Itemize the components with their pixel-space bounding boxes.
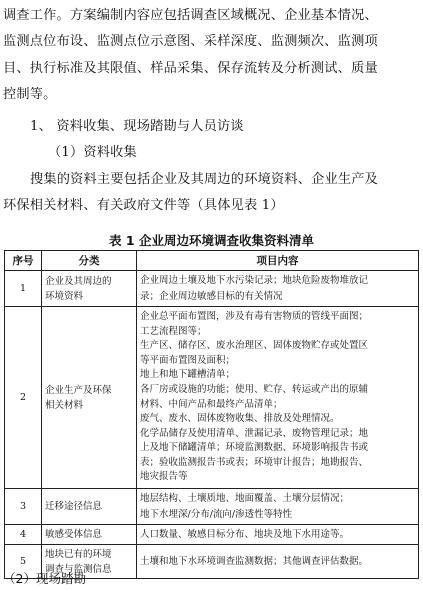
- materials-table: [4, 250, 419, 579]
- content-line: 地下水埋深/分布/流向/渗透性等特性: [140, 508, 293, 520]
- paragraph-line-2: 监测点位布设、监测点位示意图、采样深度、监测频次、监测项: [3, 34, 378, 49]
- content-line: 等平面布置图及面积；: [140, 354, 236, 366]
- row-category: [42, 525, 137, 545]
- subsection-heading: （1）资料收集: [48, 145, 137, 160]
- content-line: 地层结构、土壤质地、地面覆盖、土壤分层情况；: [140, 492, 350, 504]
- paragraph-line-3: 目、执行标准及其限值、样品采集、保存流转及分析测试、质量: [3, 61, 378, 76]
- row-content: [137, 545, 419, 579]
- row-content: [137, 489, 419, 525]
- row-no: 2: [5, 307, 42, 489]
- row-content: [137, 525, 419, 545]
- content-line: 工艺流程图等；: [140, 325, 207, 337]
- content-line: 录；企业周边敏感目标的有关情况: [140, 290, 283, 302]
- body-line-1: 搜集的资料主要包括企业及其周边的环境资料、企业生产及: [30, 172, 379, 187]
- paragraph-line-1: 调查工作。方案编制内容应包括调查区域概况、企业基本情况、: [3, 8, 378, 23]
- header-content: 项目内容: [137, 251, 419, 271]
- category-line: 相关材料: [45, 399, 84, 411]
- row-category: [42, 307, 137, 489]
- table-row: [5, 525, 419, 545]
- content-line: 地上和地下罐槽清单；: [140, 369, 236, 381]
- category-line: 迁移途径信息: [45, 501, 103, 512]
- content-line: 地灾报告等: [140, 471, 188, 483]
- content-line: 化学品储存及使用清单、泄漏记录、废物管理记录；地: [140, 427, 369, 439]
- content-line: 各厂房或设施的功能；使用、贮存、转运或产出的原辅: [140, 383, 369, 395]
- table-header-row: [5, 251, 419, 271]
- category-line: 企业及其周边的: [45, 275, 112, 287]
- footer-heading: （2）现场踏勘: [3, 571, 86, 586]
- content-line: 表；验收监测报告书或表；环境审计报告；地勘报告、: [140, 456, 369, 468]
- body-line-2: 环保相关材料、有关政府文件等（具体见表 1）: [3, 198, 284, 213]
- content-line: 人口数量、敏感目标分布、地块及地下水用途等。: [140, 528, 350, 540]
- row-no: 1: [5, 271, 42, 307]
- category-line: 地块已有的环境: [45, 548, 112, 560]
- table-row: [5, 271, 419, 307]
- header-category: 分类: [42, 251, 137, 271]
- row-content: [137, 307, 419, 489]
- row-no: 5: [5, 545, 42, 579]
- paragraph-line-4: 控制等。: [3, 87, 57, 102]
- row-category: [42, 489, 137, 525]
- category-line: 调查与监测信息: [45, 563, 112, 575]
- content-line: 土壤和地下水环境调查监测数据；其他调查评估数据。: [140, 555, 369, 567]
- row-category: [42, 271, 137, 307]
- header-no: 序号: [5, 251, 42, 271]
- row-no: 3: [5, 489, 42, 525]
- content-line: 材料、中间产品和最终产品清单；: [140, 398, 283, 410]
- category-line: 企业生产及环保: [45, 384, 112, 396]
- table-row: [5, 307, 419, 489]
- content-line: 企业周边土壤及地下水污染记录；地块危险废物堆放记: [140, 274, 369, 286]
- content-line: 上及地下储罐清单；环境监测数据、环境影响报告书或: [140, 442, 369, 454]
- content-line: 生产区、储存区、废水治理区、固体废物贮存或处置区: [140, 340, 369, 352]
- category-line: 敏感受体信息: [45, 529, 103, 540]
- row-no: 4: [5, 525, 42, 545]
- section-heading: 1、 资料收集、现场踏勘与人员访谈: [30, 119, 244, 134]
- table-caption: 表 1 企业周边环境调查收集资料清单: [109, 233, 314, 248]
- content-line: 废气、废水、固体废物收集、排放及处理情况。: [140, 413, 340, 425]
- table-row: [5, 489, 419, 525]
- content-line: 企业总平面布置图，涉及有毒有害物质的管线平面图；: [140, 310, 369, 322]
- row-content: [137, 271, 419, 307]
- category-line: 环境资料: [45, 290, 84, 302]
